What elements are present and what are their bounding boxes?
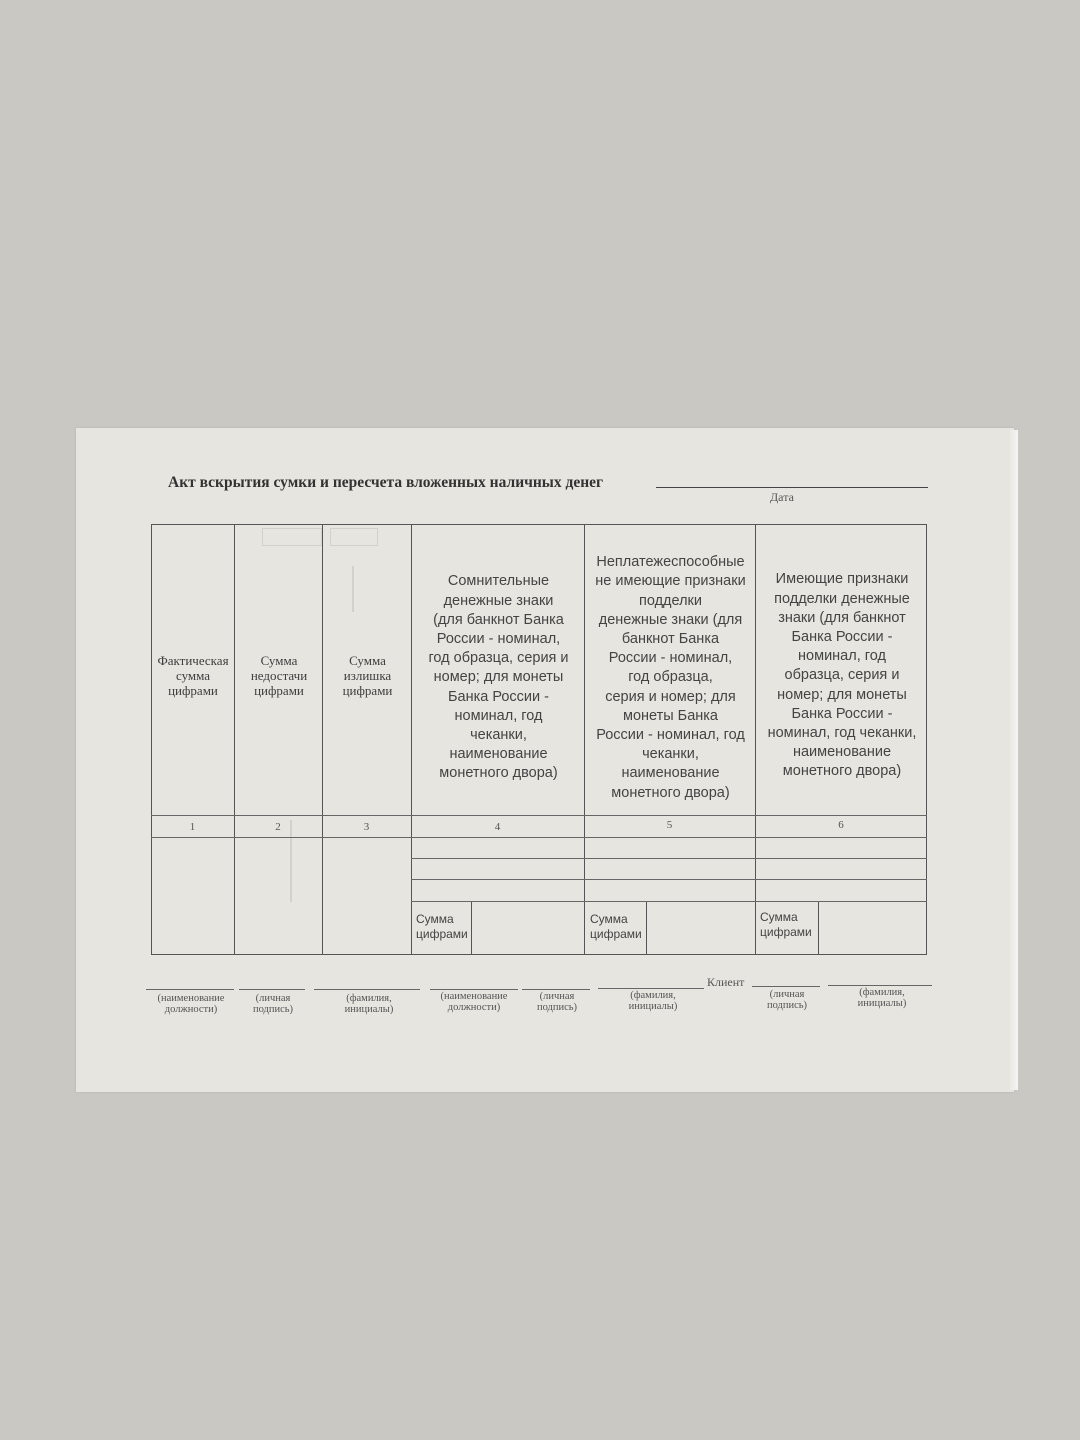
signature-line-name-2[interactable]: [598, 988, 704, 989]
header-insolvent-notes: Неплатежеспособные не имеющие признаки подделки денежные знаки (для банкнот Банка России - номинал, год образца, серия и номер; для монеты Банка России - номинал, год чеканки, наименование монетного двора): [595, 554, 746, 801]
sublabel-client-name: (фамилия, инициалы): [857, 987, 907, 1009]
header-actual-sum: Фактическая сумма цифрами: [157, 652, 229, 698]
header-surplus-sum: Сумма излишка цифрами: [342, 652, 393, 698]
sublabel-signature-2: (личная подпись): [536, 991, 578, 1013]
date-label: Дата: [770, 490, 794, 504]
signature-line-name-1[interactable]: [314, 989, 420, 990]
header-counterfeit-notes: Имеющие признаки подделки денежные знаки (для банкнот Банка России - номинал, год образца, серия и номер; для монеты Банка России - номинал, год чеканки, наименование монетного двора): [767, 571, 917, 780]
entry-row-line: [411, 879, 927, 880]
sublabel-client-signature: (личная подпись): [766, 989, 808, 1011]
column-number-3: 3: [363, 821, 370, 833]
column-number-6: 6: [838, 819, 844, 831]
column-divider: [584, 524, 585, 955]
column-divider: [411, 524, 412, 955]
signature-line-position-2[interactable]: [430, 989, 518, 990]
summa-label-col5: Сумма цифрами: [590, 912, 642, 941]
column-number-line: [151, 837, 927, 838]
header-shortage-sum: Сумма недостачи цифрами: [250, 652, 308, 698]
column-divider: [234, 524, 235, 955]
signature-line-signature-1[interactable]: [239, 989, 305, 990]
summa-label-col4: Сумма цифрами: [416, 912, 468, 941]
column-divider: [755, 524, 756, 955]
client-label: Клиент: [707, 975, 745, 989]
form-title: Акт вскрытия сумки и пересчета вложенных наличных денег: [168, 474, 604, 491]
summa-divider: [646, 902, 647, 955]
header-doubtful-notes: Сомнительные денежные знаки (для банкнот Банка России - номинал, год образца, серия и номер; для монеты Банка России - номинал, год чеканки, наименование монетного двора): [428, 573, 569, 782]
signature-line-client-name[interactable]: [828, 985, 932, 986]
sublabel-name-1: (фамилия, инициалы): [344, 993, 394, 1015]
column-number-4: 4: [494, 821, 501, 833]
signature-line-signature-2[interactable]: [522, 989, 590, 990]
header-bottom-line: [151, 815, 927, 816]
signature-line-position-1[interactable]: [146, 989, 234, 990]
entry-row-line: [411, 858, 927, 859]
column-divider: [322, 524, 323, 955]
summa-divider: [818, 902, 819, 955]
sublabel-name-2: (фамилия, инициалы): [628, 990, 678, 1012]
sublabel-position-1: (наименование должности): [157, 993, 225, 1015]
column-number-5: 5: [666, 819, 673, 831]
signature-line-client-signature[interactable]: [752, 986, 820, 987]
sheet-edge: [1010, 430, 1018, 1090]
entry-row-line: [411, 901, 927, 902]
date-line[interactable]: [656, 487, 928, 488]
column-number-1: 1: [189, 821, 196, 833]
sublabel-position-2: (наименование должности): [440, 991, 508, 1013]
column-number-2: 2: [275, 821, 281, 833]
summa-label-col6: Сумма цифрами: [760, 910, 812, 939]
sublabel-signature-1: (личная подпись): [252, 993, 294, 1015]
summa-divider: [471, 902, 472, 955]
